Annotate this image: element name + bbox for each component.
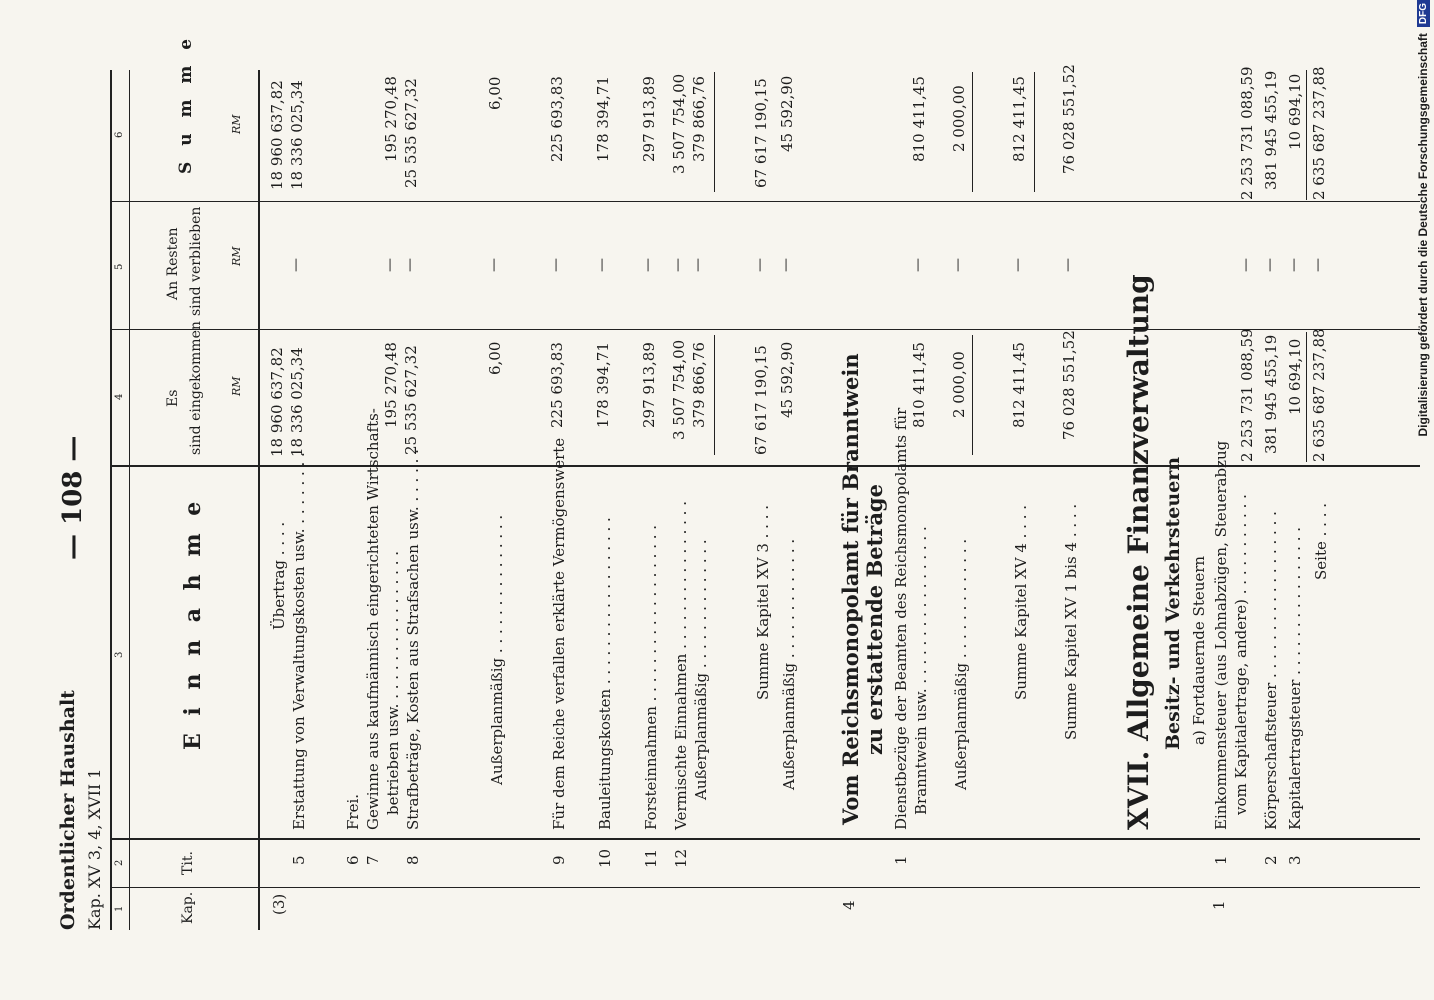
col-head-es-1: Es [165,389,181,407]
chapter-item-tit: 2 [1262,855,1280,865]
row-text: Vermischte Einnahmen . . . . . . . . . . . . . . . . [672,501,690,830]
row-tit: 7 [364,855,382,865]
row-text: Außerplanmäßig . . . . . . . . . . . . . . . [488,514,506,785]
row-es: 225 693,83 [548,342,566,428]
colnum-1: 1 [114,905,125,912]
col-head-rest-1: An Resten [165,227,181,300]
row-summe: 25 535 627,32 [402,78,420,188]
col-sep-1 [110,887,1420,888]
row-es: 25 535 627,32 [402,345,420,455]
row-summe: 195 270,48 [382,76,400,162]
section-rest1: — [910,258,926,272]
section-line2: Branntwein usw. . . . . . . . . . . . . . . . . . [912,526,930,815]
row-es: 6,00 [486,341,504,375]
row-text: Forsteinnahmen . . . . . . . . . . . . . . . . . . . [642,524,660,830]
chapter-item-text: Einkommensteuer (aus Lohnabzügen, Steuerabzug [1212,440,1230,830]
header-subtitle: Kap. XV 3, 4, XVII 1 [85,768,104,930]
section-es1: 810 411,45 [910,342,928,428]
chapter-item-tit: 3 [1286,855,1304,865]
sum-rule [972,335,973,455]
chapter-sub-a: a) Fortdauernde Steuern [1190,555,1208,745]
section-kap: 4 [840,900,858,910]
row-es: 195 270,48 [382,342,400,428]
row-tit: 11 [642,848,660,868]
seite-label: Seite . . . . [1312,503,1330,580]
chapter-subtitle: Besitz- und Verkehrsteuern [1162,456,1184,750]
row-rest: — [548,258,564,272]
row-tit: 8 [404,855,422,865]
col-sep-4 [110,329,1420,330]
col-head-tit: Tit. [180,851,196,875]
section-summe-kap-label: Summe Kapitel XV 1 bis 4 . . . . [1062,503,1080,740]
colnum-rule [129,70,130,930]
row-es: 45 592,90 [778,341,796,418]
chapter-item-rest: — [1262,258,1278,272]
chapter-item-es: 10 694,10 [1286,338,1304,415]
row-text-cont: betrieben usw. . . . . . . . . . . . . . . . . [384,550,402,815]
chapter-item-summe: 2 253 731 088,59 [1238,66,1256,200]
table-top-rule [110,70,112,930]
dfg-watermark [1404,0,1434,1000]
row-tit: 5 [290,855,308,865]
row-rest: — [640,258,656,272]
section-rest3: — [1010,258,1026,272]
section-rest4: — [1060,258,1076,272]
header-bottom-rule [258,70,260,930]
chapter-item-text: Kapitalertragsteuer . . . . . . . . . . . . . . . . [1286,527,1304,830]
header-title: Ordentlicher Haushalt [57,690,79,930]
section-es2: 2 000,00 [950,351,968,418]
seite-summe: 2 635 687 237,88 [1310,66,1328,200]
row-rest: — [288,258,304,272]
colnum-2: 2 [114,859,125,866]
row-summe: 6,00 [486,76,504,110]
section-sum1: 810 411,45 [910,76,928,162]
sum-rule [1306,332,1307,462]
row-summe: 18 960 637,82 [268,80,286,190]
row-text: Bauleitungskosten . . . . . . . . . . . . . . . . . . [596,517,614,830]
chapter-item-rest: — [1238,258,1254,272]
row-text: Strafbeträge, Kosten aus Strafsachen usw. . . . . . . [404,449,422,830]
row-text: Frei. [344,793,362,830]
row-summe: 225 693,83 [548,76,566,162]
row-rest: — [486,258,502,272]
sum-rule [972,72,973,192]
row-es: 297 913,89 [640,342,658,428]
section-summe-label: Summe Kapitel XV 4 . . . . [1012,504,1030,700]
colnum-6: 6 [114,131,125,138]
seite-rest: — [1310,258,1326,272]
chapter-item-es: 381 945 455,19 [1262,334,1280,454]
row-rest: — [382,258,398,272]
row-rest: — [690,258,706,272]
col-sep-5 [110,201,1420,202]
row-tit: 12 [672,848,690,868]
section-sum3: 812 411,45 [1010,76,1028,162]
chapter-item-text: Körperschaftsteuer . . . . . . . . . . . . . . . . . . [1262,511,1280,830]
sum-rule [1034,72,1035,192]
row-rest: — [402,258,418,272]
row-summe: 67 617 190,15 [752,78,770,188]
row-summe: 45 592,90 [778,75,796,152]
unit-summe: RM [230,114,243,134]
chapter-title: XVII. Allgemeine Finanzverwaltung [1122,274,1155,830]
row-tit: 9 [550,855,568,865]
chapter-item-rest: — [1286,258,1302,272]
colnum-5: 5 [114,263,125,270]
section-title-1: Vom Reichsmonopolamt für Branntwein [838,353,863,825]
section-sum4: 76 028 551,52 [1060,64,1078,174]
col-head-es-2: sind eingekommen [188,321,204,455]
row-text: Summe Kapitel XV 3 . . . . [754,504,772,700]
row-text: Außerplanmäßig . . . . . . . . . . . . . . [692,539,710,800]
row-text: Gewinne aus kaufmännisch eingerichteten Wirtschafts- [364,408,382,830]
row-summe: 297 913,89 [640,76,658,162]
chapter-item-summe: 10 694,10 [1286,73,1304,150]
col-sep-2 [110,838,1420,840]
row-text: Übertrag . . . . [270,521,288,630]
section-rest2: — [950,258,966,272]
col-head-einnahme: E i n n a h m e [180,496,206,750]
section-line1: Dienstbezüge der Beamten des Reichsmonopolamts für [892,407,910,830]
row-es: 3 507 754,00 [670,339,688,440]
row-rest: — [778,258,794,272]
sum-rule [714,335,715,455]
chapter-item-es: 2 253 731 088,59 [1238,328,1256,462]
page-number: — 108 — [58,435,88,560]
row-rest: — [670,258,686,272]
row-text: Erstattung von Verwaltungskosten usw. . . . . . . . . [290,452,308,830]
section-ausser: Außerplanmäßig . . . . . . . . . . . . . [952,538,970,790]
row-tit: 10 [596,848,614,868]
chapter-item-tit: 1 [1212,855,1230,865]
row-kap: (3) [270,893,288,915]
row-es: 18 336 025,34 [288,347,306,457]
seite-es: 2 635 687 237,88 [1310,328,1328,462]
sum-rule [1306,70,1307,200]
section-sum2: 2 000,00 [950,85,968,152]
row-summe: 178 394,71 [594,76,612,162]
row-rest: — [752,258,768,272]
section-es3: 812 411,45 [1010,342,1028,428]
chapter-item-text-cont: vom Kapitalertrage, andere) . . . . . . . . . . . [1232,494,1250,815]
row-summe: 18 336 025,34 [288,80,306,190]
section-tit: 1 [892,855,910,865]
col-head-kap: Kap. [180,891,196,924]
row-tit: 6 [344,855,362,865]
row-es: 178 394,71 [594,342,612,428]
chapter-kap: 1 [1210,900,1228,910]
section-es4: 76 028 551,52 [1060,330,1078,440]
row-summe: 3 507 754,00 [670,73,688,174]
dfg-logo: DFG [1417,0,1430,27]
section-title-2: zu erstattende Beträge [862,484,887,755]
row-es: 379 866,76 [690,342,708,428]
unit-rest: RM [230,246,243,266]
colnum-3: 3 [114,651,125,658]
col-head-rest-2: sind verblieben [188,206,204,316]
row-summe: 379 866,76 [690,76,708,162]
row-text: Außerplanmäßig . . . . . . . . . . . . . [780,538,798,790]
dfg-watermark-text: Digitalisierung gefördert durch die Deutsche Forschungsgemeinschaft [1416,33,1430,437]
row-es: 67 617 190,15 [752,345,770,455]
chapter-item-summe: 381 945 455,19 [1262,70,1280,190]
row-rest: — [594,258,610,272]
col-head-summe: S u m m e [176,33,196,174]
row-text: Für dem Reiche verfallen erklärte Vermögenswerte [550,437,568,830]
row-es: 18 960 637,82 [268,347,286,457]
colnum-4: 4 [114,393,125,400]
unit-es: RM [230,376,243,396]
sum-rule [714,72,715,192]
